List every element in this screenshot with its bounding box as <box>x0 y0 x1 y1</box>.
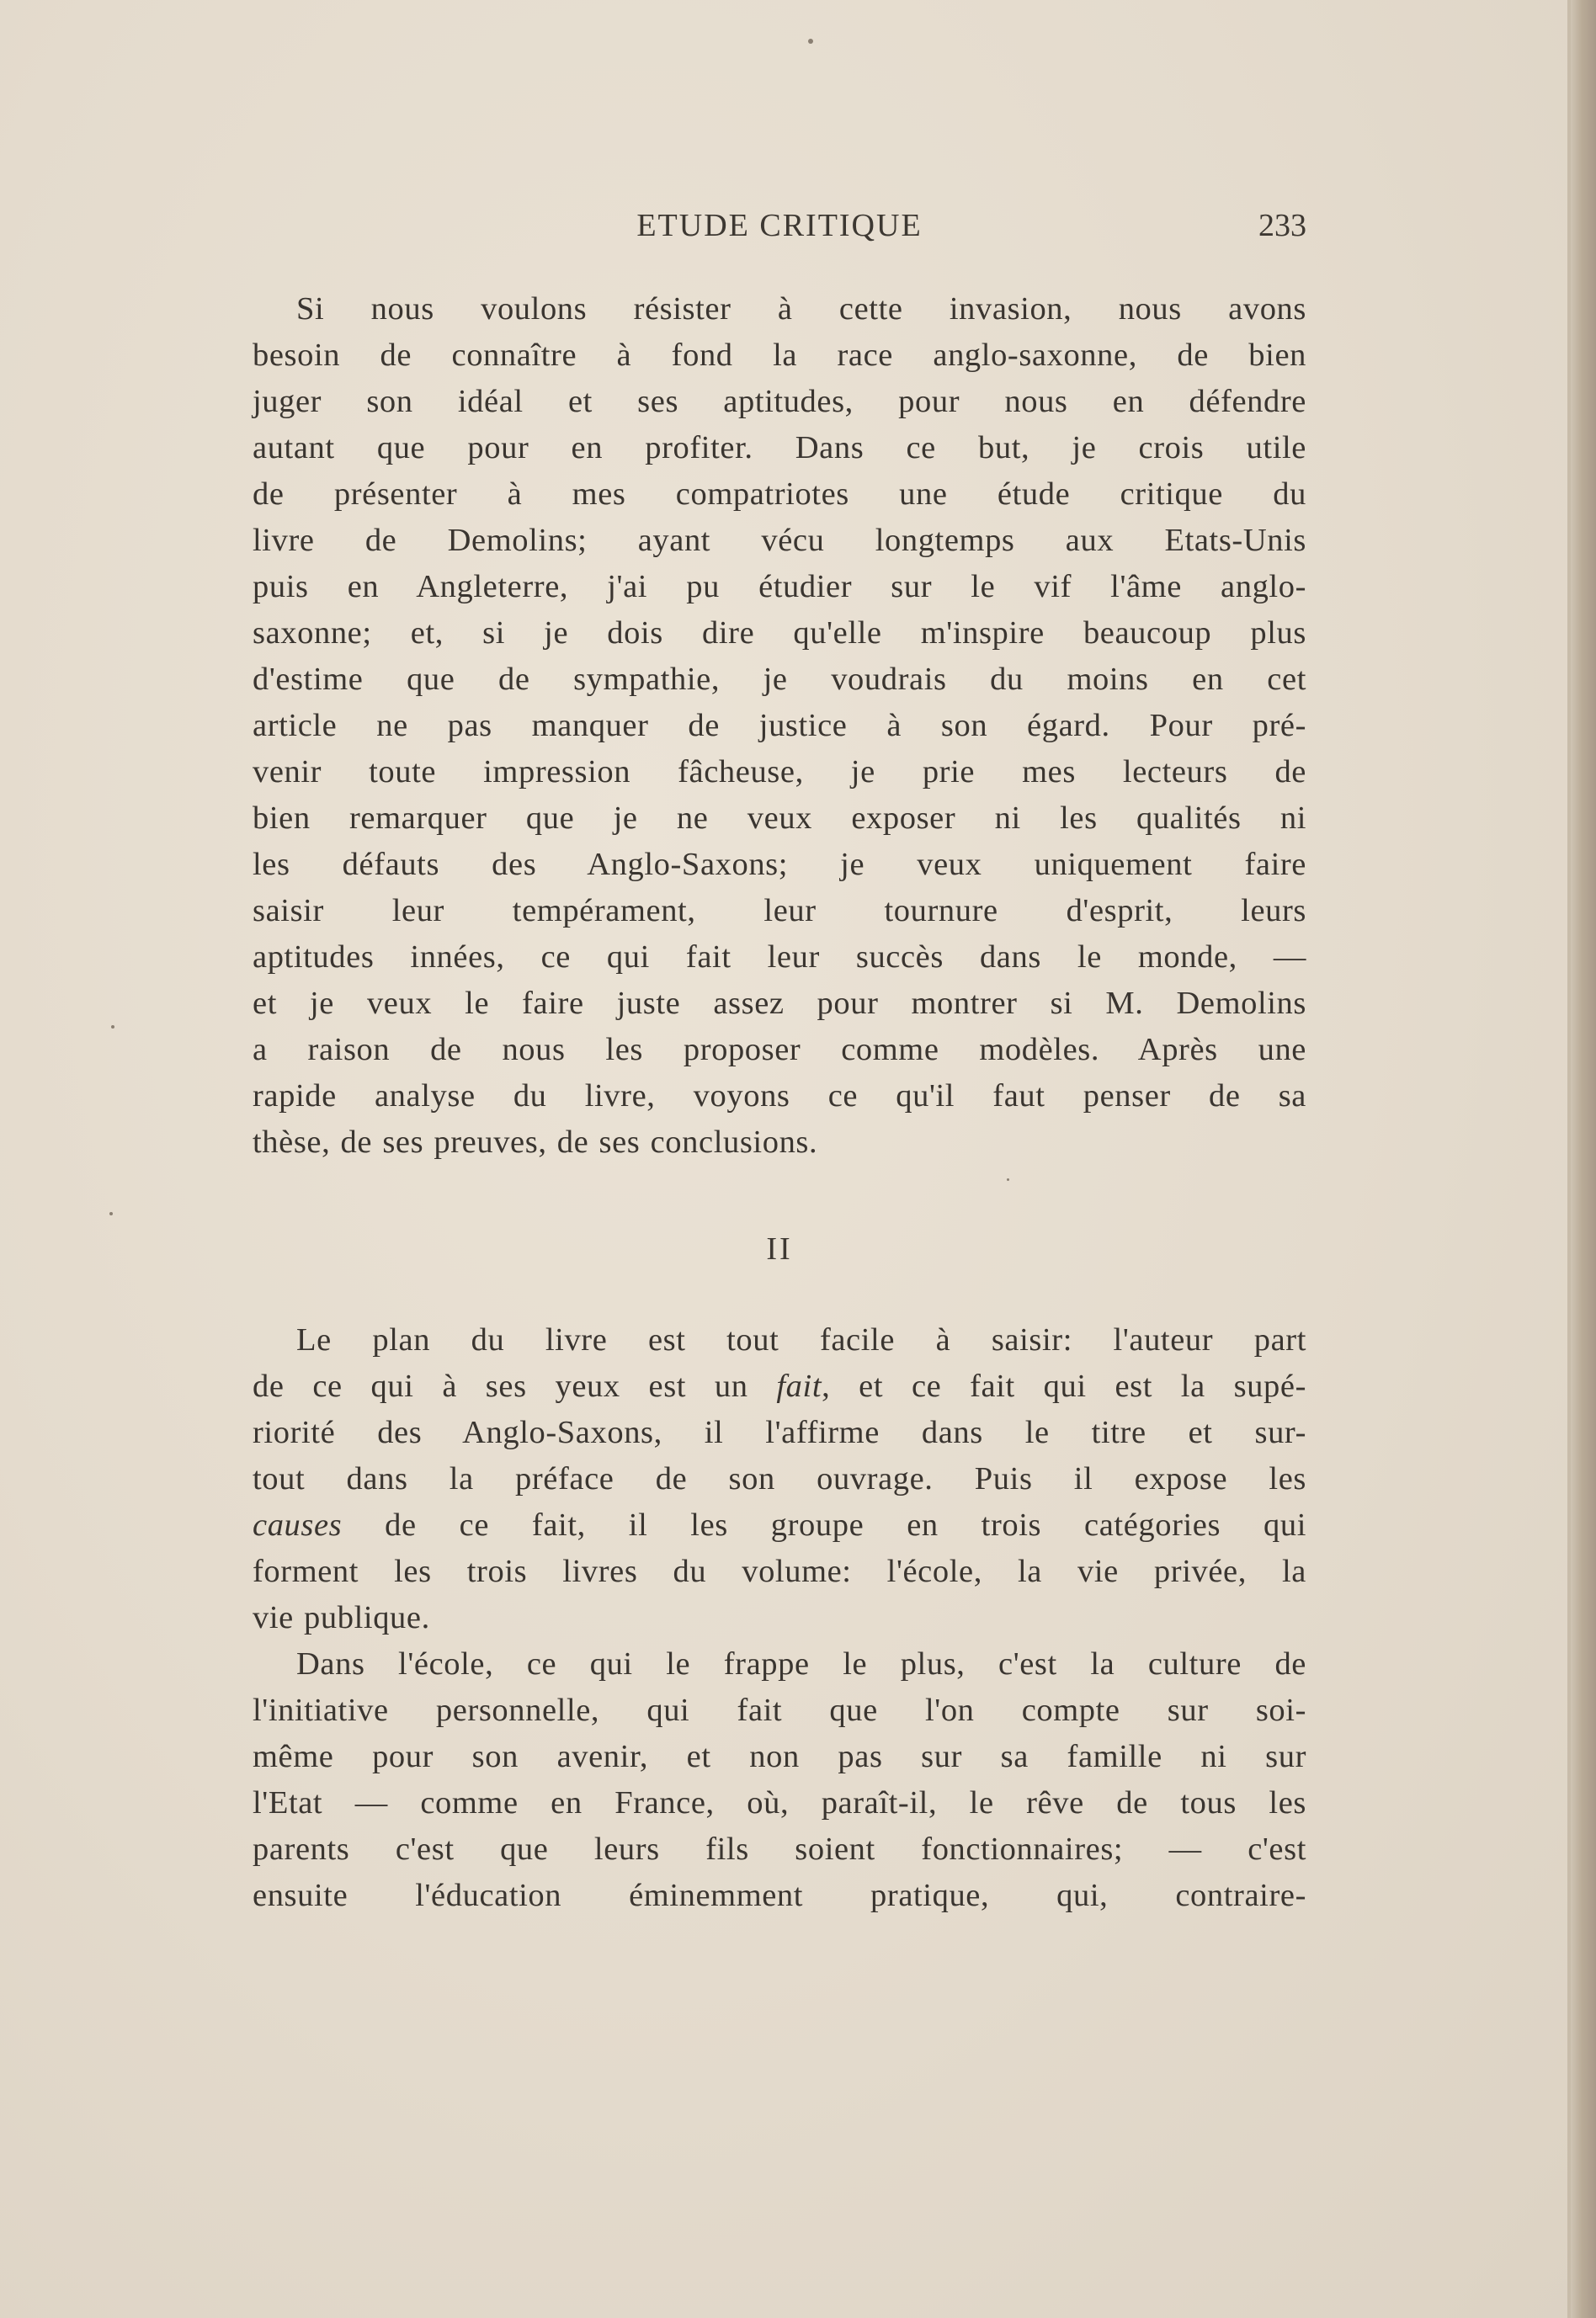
text-line: rapide analyse du livre, voyons ce qu'il faut penser de sa <box>253 1078 1306 1114</box>
text-run: de ce fait, il les groupe en trois catégories qui <box>342 1507 1306 1543</box>
text-line: article ne pas manquer de justice à son égard. Pour pré- <box>253 708 1306 743</box>
text-run: de ce qui à ses yeux est un <box>253 1369 777 1404</box>
text-line: livre de Demolins; ayant vécu longtemps aux Etats-Unis <box>253 523 1306 558</box>
running-header <box>253 207 1306 249</box>
paper-speck <box>111 1025 114 1029</box>
text-line: et je veux le faire juste assez pour montrer si M. Demolins <box>253 986 1306 1021</box>
text-line: parents c'est que leurs fils soient fonctionnaires; — c'est <box>253 1832 1306 1867</box>
text-line: Le plan du livre est tout facile à saisir: l'auteur part <box>296 1322 1306 1358</box>
page-edge-shadow <box>1571 0 1596 2318</box>
text-line: saxonne; et, si je dois dire qu'elle m'inspire beaucoup plus <box>253 615 1306 651</box>
paragraph-1 <box>253 286 1306 1166</box>
text-line: l'Etat — comme en France, où, paraît-il, le rêve de tous les <box>253 1785 1306 1821</box>
paragraph-2 <box>253 1317 1306 1641</box>
text-line: même pour son avenir, et non pas sur sa famille ni sur <box>253 1739 1306 1774</box>
text-line: juger son idéal et ses aptitudes, pour nous en défendre <box>253 384 1306 419</box>
text-line <box>253 1502 1306 1549</box>
text-line: de présenter à mes compatriotes une étude critique du <box>253 476 1306 512</box>
text-line: ensuite l'éducation éminemment pratique, qui, contraire- <box>253 1878 1306 1913</box>
text-line: d'estime que de sympathie, je voudrais du moins en cet <box>253 662 1306 697</box>
text-line: a raison de nous les proposer comme modèles. Après une <box>253 1032 1306 1067</box>
text-line: venir toute impression fâcheuse, je prie mes lecteurs de <box>253 754 1306 790</box>
text-line: tout dans la préface de son ouvrage. Puis il expose les <box>253 1461 1306 1497</box>
text-line: Si nous voulons résister à cette invasion, nous avons <box>296 291 1306 327</box>
text-line: thèse, de ses preuves, de ses conclusions. <box>253 1124 818 1160</box>
text-line: les défauts des Anglo-Saxons; je veux uniquement faire <box>253 847 1306 882</box>
text-line: aptitudes innées, ce qui fait leur succès dans le monde, — <box>253 939 1306 975</box>
text-run: , et ce fait qui est la supé- <box>822 1369 1306 1404</box>
paragraph-3 <box>253 1641 1306 1919</box>
text-line: riorité des Anglo-Saxons, il l'affirme dans le titre et sur- <box>253 1415 1306 1450</box>
italic-word: fait <box>776 1369 822 1404</box>
text-line: saisir leur tempérament, leur tournure d'esprit, leurs <box>253 893 1306 928</box>
text-line: autant que pour en profiter. Dans ce but, je crois utile <box>253 430 1306 465</box>
paper-speck <box>1007 1178 1009 1181</box>
paper-speck <box>808 39 813 44</box>
italic-word: causes <box>253 1507 343 1543</box>
section-heading: II <box>766 1231 793 1267</box>
text-line: besoin de connaître à fond la race anglo-saxonne, de bien <box>253 338 1306 373</box>
text-line: Dans l'école, ce qui le frappe le plus, c'est la culture de <box>296 1646 1306 1682</box>
text-line: puis en Angleterre, j'ai pu étudier sur le vif l'âme anglo- <box>253 569 1306 604</box>
running-title: ETUDE CRITIQUE <box>636 208 923 243</box>
text-line: forment les trois livres du volume: l'école, la vie privée, la <box>253 1554 1306 1589</box>
text-line: bien remarquer que je ne veux exposer ni les qualités ni <box>253 800 1306 836</box>
text-line <box>253 1364 1306 1410</box>
paper-speck <box>109 1212 113 1215</box>
page-number: 233 <box>1258 208 1306 243</box>
text-line: vie publique. <box>253 1600 430 1635</box>
text-line: l'initiative personnelle, qui fait que l'on compte sur soi- <box>253 1693 1306 1728</box>
